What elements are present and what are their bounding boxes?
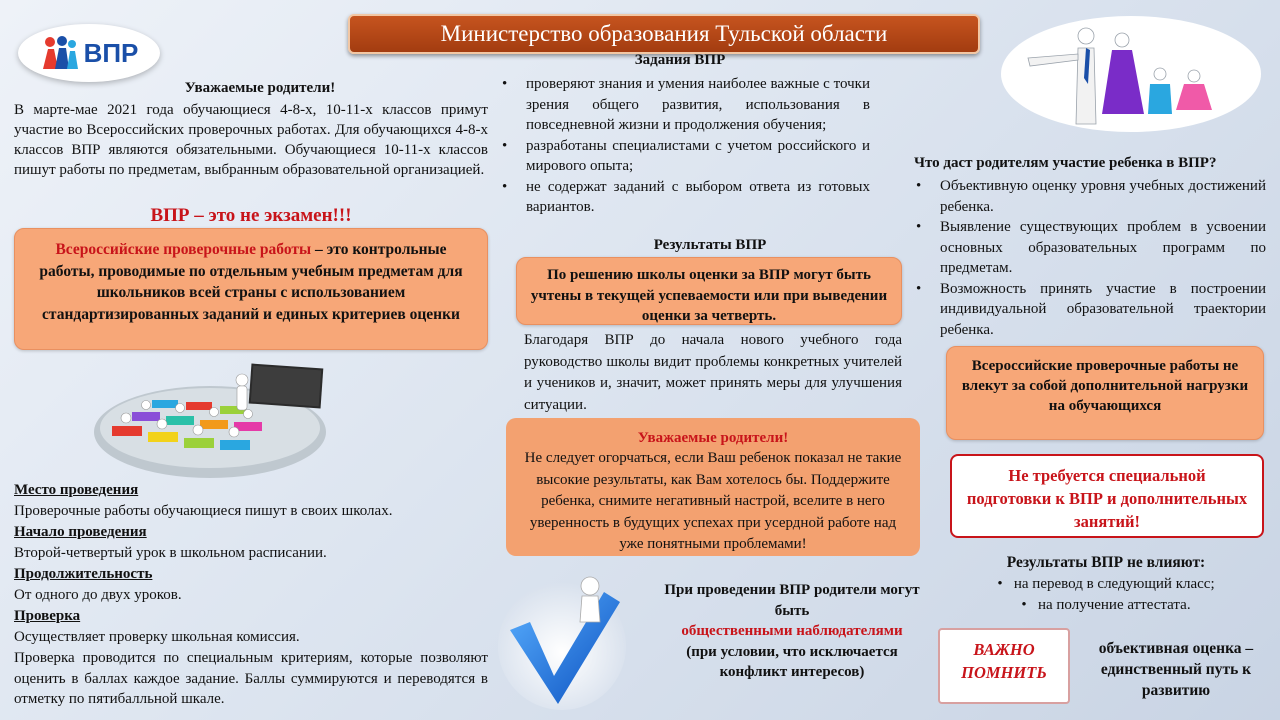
family-illustration: [1000, 14, 1262, 132]
intro-text: В марте-мае 2021 года обучающиеся 4-8-х, 10-11-х классов примут участие во Всероссийских проверочных работах. Для обучающихся 4-8-х классов ВПР являются обязательными. Обучающиеся 10-11-х классов пишут работы по предметам, выбранным образовательной организацией.: [14, 102, 488, 178]
no-effect-item: • на перевод в следующий класс;: [997, 576, 1215, 592]
observers-red: общественными наблюдателями: [681, 623, 903, 639]
info-check-text: Осуществляет проверку школьная комиссия.: [14, 629, 300, 645]
no-effect-item: • на получение аттестата.: [1021, 597, 1191, 613]
benefit-title: Что даст родителям участие ребенка в ВПР?: [914, 155, 1217, 171]
info-start-title: Начало проведения: [14, 524, 147, 540]
results-text: Благодаря ВПР до начала нового учебного года руководство школы видит проблемы конкретных учителей и учеников и, значит, может принять меры для улучшения ситуации.: [524, 332, 902, 413]
no-effect-item-text: на получение аттестата.: [1037, 597, 1191, 613]
info-start-text: Второй-четвертый урок в школьном расписании.: [14, 545, 327, 561]
classroom-illustration: [92, 362, 342, 480]
logo-people-icon: [40, 35, 80, 71]
not-exam-text: ВПР – это не экзамен!!!: [150, 205, 352, 226]
results-title: Результаты ВПР: [653, 237, 767, 253]
info-check-title: Проверка: [14, 608, 81, 624]
vpr-logo: [18, 24, 160, 82]
no-effect-item-text: на перевод в следующий класс;: [1013, 576, 1215, 592]
definition-rest: – это контрольные работы, проводимые по отдельным учебным предметам для школьников всей страны с использованием стандартизированных заданий и единых критериев оценки: [39, 241, 463, 323]
info-place-text: Проверочные работы обучающиеся пишут в своих школах.: [14, 503, 393, 519]
observers-text: [660, 580, 924, 683]
no-load-box: Всероссийские проверочные работы не влекут за собой дополнительной нагрузки на обучающихся: [946, 346, 1264, 440]
checkmark-figure-icon: [496, 572, 628, 712]
tasks-list-item: • не содержат заданий с выбором ответа из готовых вариантов.: [498, 177, 870, 218]
results-box: По решению школы оценки за ВПР могут быть учтены в текущей успеваемости или при выведении оценки за четверть.: [516, 257, 902, 325]
definition-red: Всероссийские проверочные работы: [55, 241, 312, 258]
tasks-list-item: • проверяют знания и умения наиболее важные с точки зрения общего развития, использования в повседневной жизни и продолжения обучения;: [498, 74, 870, 136]
benefits-list-item: • Возможность принять участие в построении индивидуальной образовательной траектории ребенка.: [912, 279, 1266, 341]
benefits-list-item: • Объективную оценку уровня учебных достижений ребенка.: [912, 176, 1266, 217]
left-greeting: Уважаемые родители!: [184, 80, 336, 96]
observers-line1: При проведении ВПР родители могут быть: [664, 582, 920, 619]
page-title: Министерство образования Тульской области: [348, 14, 980, 54]
parents-title: Уважаемые родители!: [637, 430, 789, 446]
important-text: объективная оценка – единственный путь к развитию: [1098, 640, 1254, 699]
info-place-title: Место проведения: [14, 482, 139, 498]
tasks-list: [498, 74, 870, 218]
parents-box: [506, 418, 920, 556]
logo-text: ВПР: [83, 37, 139, 68]
definition-box: [14, 228, 488, 350]
benefits-list: [912, 176, 1266, 340]
no-prep-box: Не требуется специальной подготовки к ВПР и дополнительных занятий!: [950, 454, 1264, 538]
parents-text: Не следует огорчаться, если Ваш ребенок показал не такие высокие результаты, как Вам хотелось бы. Поддержите ребенка, снимите негативный настрой, вселите в него уверенность в будущих успехах при усердной работе над уже понятными проблемами!: [524, 450, 902, 552]
benefits-list-item: • Выявление существующих проблем в усвоении основных образовательных программ по предметам.: [912, 217, 1266, 279]
no-effect-list: [946, 574, 1266, 616]
important-badge: ВАЖНО ПОМНИТЬ: [938, 628, 1070, 704]
tasks-list-item: • разработаны специалистами с учетом российского и мирового опыта;: [498, 136, 870, 177]
info-duration-text: От одного до двух уроков.: [14, 587, 182, 603]
info-section: [14, 480, 488, 710]
observers-line2: (при условии, что исключается конфликт интересов): [686, 643, 898, 680]
tasks-title: Задания ВПР: [634, 52, 726, 68]
check-details-text: Проверка проводится по специальным критериям, которые позволяют оценить в баллах каждое задание. Баллы суммируются и переводятся в отметку по пятибалльной шкале.: [14, 650, 488, 707]
info-duration-title: Продолжительность: [14, 566, 153, 582]
no-effect-title: Результаты ВПР не влияют:: [1006, 554, 1206, 571]
